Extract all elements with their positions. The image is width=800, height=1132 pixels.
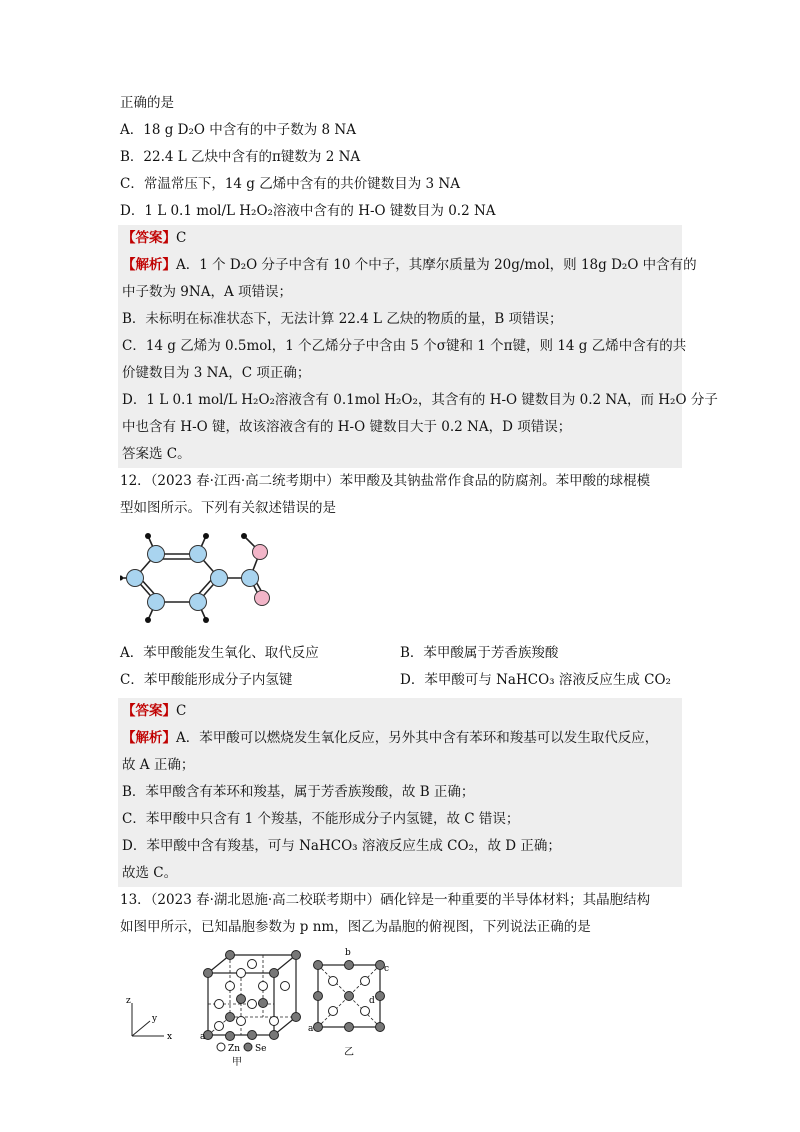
analysis-line: A．苯甲酸可以燃烧发生氧化反应，另外其中含有苯环和羧基可以发生取代反应， (176, 730, 659, 746)
analysis-line: 答案选 C。 (122, 446, 191, 462)
q11-stem-end: 正确的是 (120, 95, 174, 111)
analysis-line: C．14 g 乙烯为 0.5mol，1 个乙烯分子中含由 5 个σ键和 1 个π键，则 14 g 乙烯中含有的共 (122, 338, 687, 354)
analysis-line: 中也含有 H-O 键，故该溶液含有的 H-O 键数目大于 0.2 NA，D 项错误； (122, 419, 572, 435)
se-legend-icon (244, 1043, 252, 1051)
q13-stem-line: 13．（2023 春·湖北恩施·高二校联考期中）硒化锌是一种重要的半导体材料；其晶胞结构 (120, 892, 651, 908)
analysis-tag: 【解析】 (122, 257, 176, 273)
cell-label-a: a (200, 1032, 206, 1042)
se-legend-label: Se (255, 1044, 267, 1054)
q12-option-d: D．苯甲酸可与 NaHCO₃ 溶液反应生成 CO₂ (400, 672, 671, 688)
q11-option-a: A．18 g D₂O 中含有的中子数为 8 NA (120, 122, 356, 138)
answer-value: C (176, 703, 187, 719)
top-view-label-c: c (384, 964, 390, 974)
q13-stem-line: 如图甲所示，已知晶胞参数为 p nm，图乙为晶胞的俯视图，下列说法正确的是 (120, 919, 591, 935)
q12-option-a: A．苯甲酸能发生氧化、取代反应 (120, 645, 319, 661)
q12-answer-block (118, 698, 682, 887)
analysis-line: 价键数目为 3 NA，C 项正确； (122, 365, 311, 381)
answer-value: C (176, 230, 187, 246)
q11-answer-block (118, 225, 718, 468)
top-view-label-d: d (369, 996, 375, 1006)
q12-stem-line: 型如图所示。下列有关叙述错误的是 (120, 500, 336, 516)
analysis-tag: 【解析】 (122, 730, 176, 746)
exam-page (120, 90, 718, 1071)
q11-option-c: C．常温常压下，14 g 乙烯中含有的共价键数目为 3 NA (120, 176, 460, 192)
zn-legend-label: Zn (228, 1044, 241, 1054)
q12-option-b: B．苯甲酸属于芳香族羧酸 (400, 645, 559, 661)
zn-legend-icon (217, 1043, 225, 1051)
figure-yi-caption: 乙 (344, 1047, 354, 1058)
analysis-line: 故选 C。 (122, 865, 178, 881)
q11-option-b: B．22.4 L 乙炔中含有的π键数为 2 NA (120, 149, 361, 165)
analysis-line: 故 A 正确； (122, 757, 195, 773)
analysis-line: D．苯甲酸中含有羧基，可与 NaHCO₃ 溶液反应生成 CO₂，故 D 正确； (122, 838, 561, 854)
axis-x-label: x (167, 1032, 173, 1042)
analysis-line: C．苯甲酸中只含有 1 个羧基，不能形成分子内氢键，故 C 错误； (122, 811, 520, 827)
answer-tag: 【答案】 (122, 230, 176, 246)
analysis-line: B．未标明在标准状态下，无法计算 22.4 L 乙炔的物质的量，B 项错误； (122, 311, 563, 327)
benzoic-acid-ball-stick-model (120, 522, 680, 640)
q12-stem-line: 12．（2023 春·江西·高二统考期中）苯甲酸及其钠盐常作食品的防腐剂。苯甲酸的球棍模 (120, 473, 651, 489)
analysis-line: B．苯甲酸含有苯环和羧基，属于芳香族羧酸，故 B 正确； (122, 784, 475, 800)
analysis-line: A．1 个 D₂O 分子中含有 10 个中子，其摩尔质量为 20g/mol，则 18g D₂O 中含有的 (176, 257, 697, 273)
top-view-label-b: b (345, 948, 351, 958)
top-view-label-a: a (308, 1024, 314, 1034)
q12-options-row-1 (120, 640, 680, 667)
q12-option-c: C．苯甲酸能形成分子内氢键 (120, 672, 293, 688)
q13-figures (120, 941, 680, 1071)
analysis-line: 中子数为 9NA，A 项错误； (122, 284, 292, 300)
answer-tag: 【答案】 (122, 703, 176, 719)
axis-z-label: z (126, 996, 131, 1006)
q12-options-row-2 (120, 667, 680, 694)
q11-option-d: D．1 L 0.1 mol/L H₂O₂溶液中含有的 H-O 键数目为 0.2 NA (120, 203, 496, 219)
figure-jia-caption: 甲 (232, 1057, 242, 1068)
axis-y-label: y (152, 1014, 158, 1024)
benzoic-acid-figure (120, 522, 290, 640)
analysis-line: D．1 L 0.1 mol/L H₂O₂溶液含有 0.1mol H₂O₂，其含有的 H-O 键数目为 0.2 NA，而 H₂O 分子 (122, 392, 718, 408)
zinc-selenide-unit-cell-figure (120, 941, 410, 1071)
